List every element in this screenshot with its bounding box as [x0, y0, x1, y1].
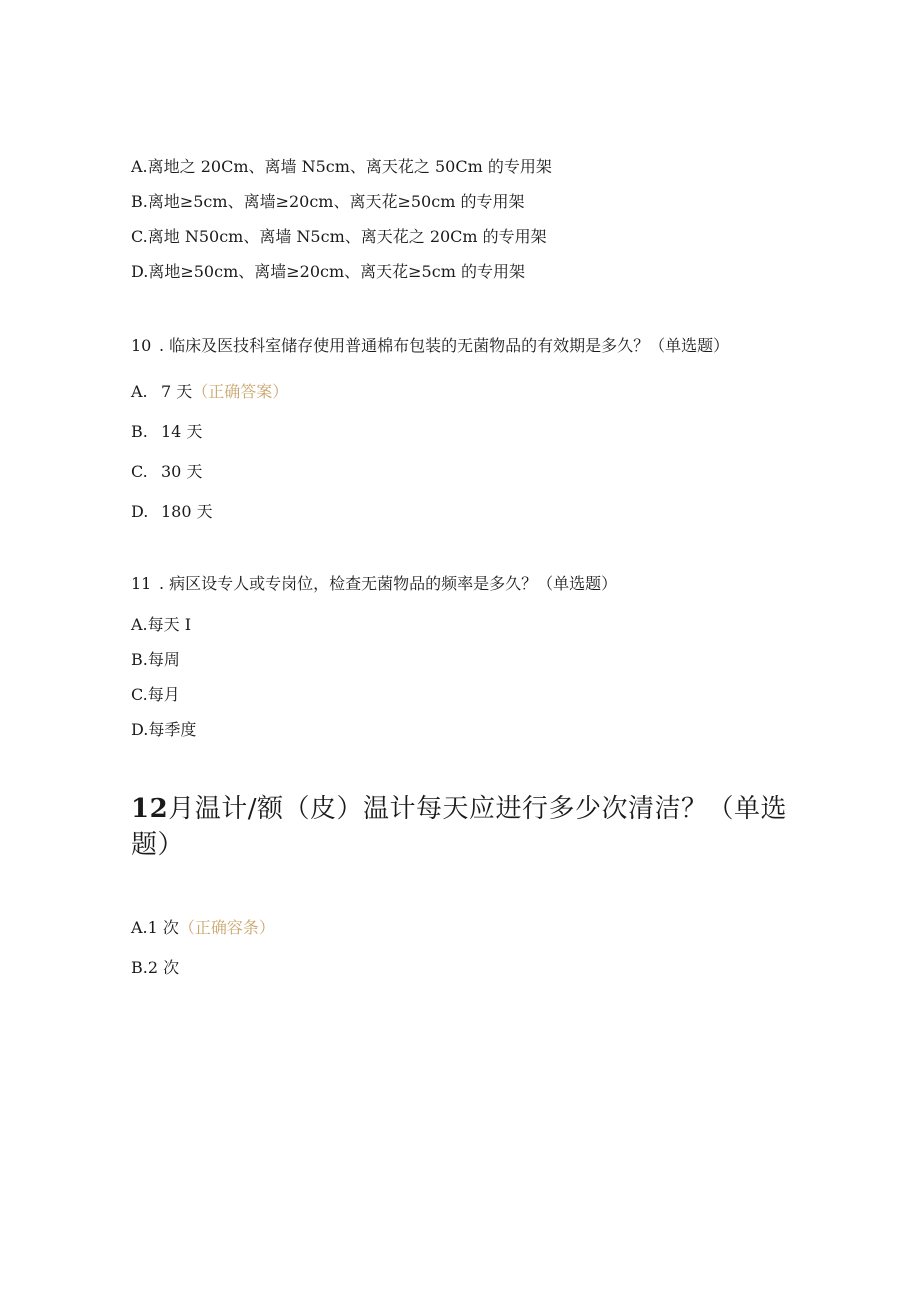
q10-option-a-text: 7 天: [161, 382, 193, 401]
q12-option-a: [131, 918, 275, 938]
q11-question: [131, 574, 617, 594]
q10-option-d-text: 180 天: [161, 502, 213, 521]
q10-text: . 临床及医技科室储存使用普通棉布包装的无菌物品的有效期是多久？（单选题）: [159, 336, 730, 355]
q10-option-d: [131, 502, 213, 522]
q12-question: [131, 791, 791, 863]
q10-option-b-letter: B.: [131, 422, 148, 441]
q12-text: 月温计/额（皮）温计每天应进行多少次清洁？（单选题）: [131, 794, 787, 860]
q11-option-a: A.每天 I: [131, 615, 192, 634]
q10-question: [131, 336, 729, 356]
q11-option-c: C.每月: [131, 685, 180, 704]
q12-option-b-text: B.2 次: [131, 958, 180, 977]
q9-option-a: A.离地之 20Cm、离墙 N5cm、离天花之 50Cm 的专用架: [131, 157, 552, 176]
q9-option-c: C.离地 N50cm、离墙 N5cm、离天花之 20Cm 的专用架: [131, 227, 547, 246]
q11-text: . 病区设专人或专岗位，检查无菌物品的频率是多久？（单选题）: [159, 574, 618, 593]
q12-number: 12: [131, 794, 169, 824]
q12-correct-answer-mark: （正确容条）: [178, 918, 275, 937]
q10-option-c-letter: C.: [131, 462, 148, 481]
q12-option-b: [131, 958, 179, 978]
q10-correct-answer-mark: （正确答案）: [192, 382, 289, 401]
q10-option-a: [131, 382, 288, 402]
q12-option-a-text: A.1 次: [131, 918, 179, 937]
q11-option-d: D.每季度: [131, 720, 197, 739]
q10-option-b-text: 14 天: [161, 422, 203, 441]
q11-number: 11: [131, 574, 152, 593]
q10-option-c: [131, 462, 202, 482]
q9-option-b: B.离地≥5cm、离墙≥20cm、离天花≥50cm 的专用架: [131, 192, 525, 211]
q10-option-c-text: 30 天: [161, 462, 203, 481]
q9-option-d: D.离地≥50cm、离墙≥20cm、离天花≥5cm 的专用架: [131, 262, 525, 281]
q11-option-b: B.每周: [131, 650, 180, 669]
q10-option-d-letter: D.: [131, 502, 149, 521]
q10-number: 10: [131, 336, 152, 355]
q10-option-a-letter: A.: [131, 382, 148, 401]
q10-option-b: [131, 422, 202, 442]
